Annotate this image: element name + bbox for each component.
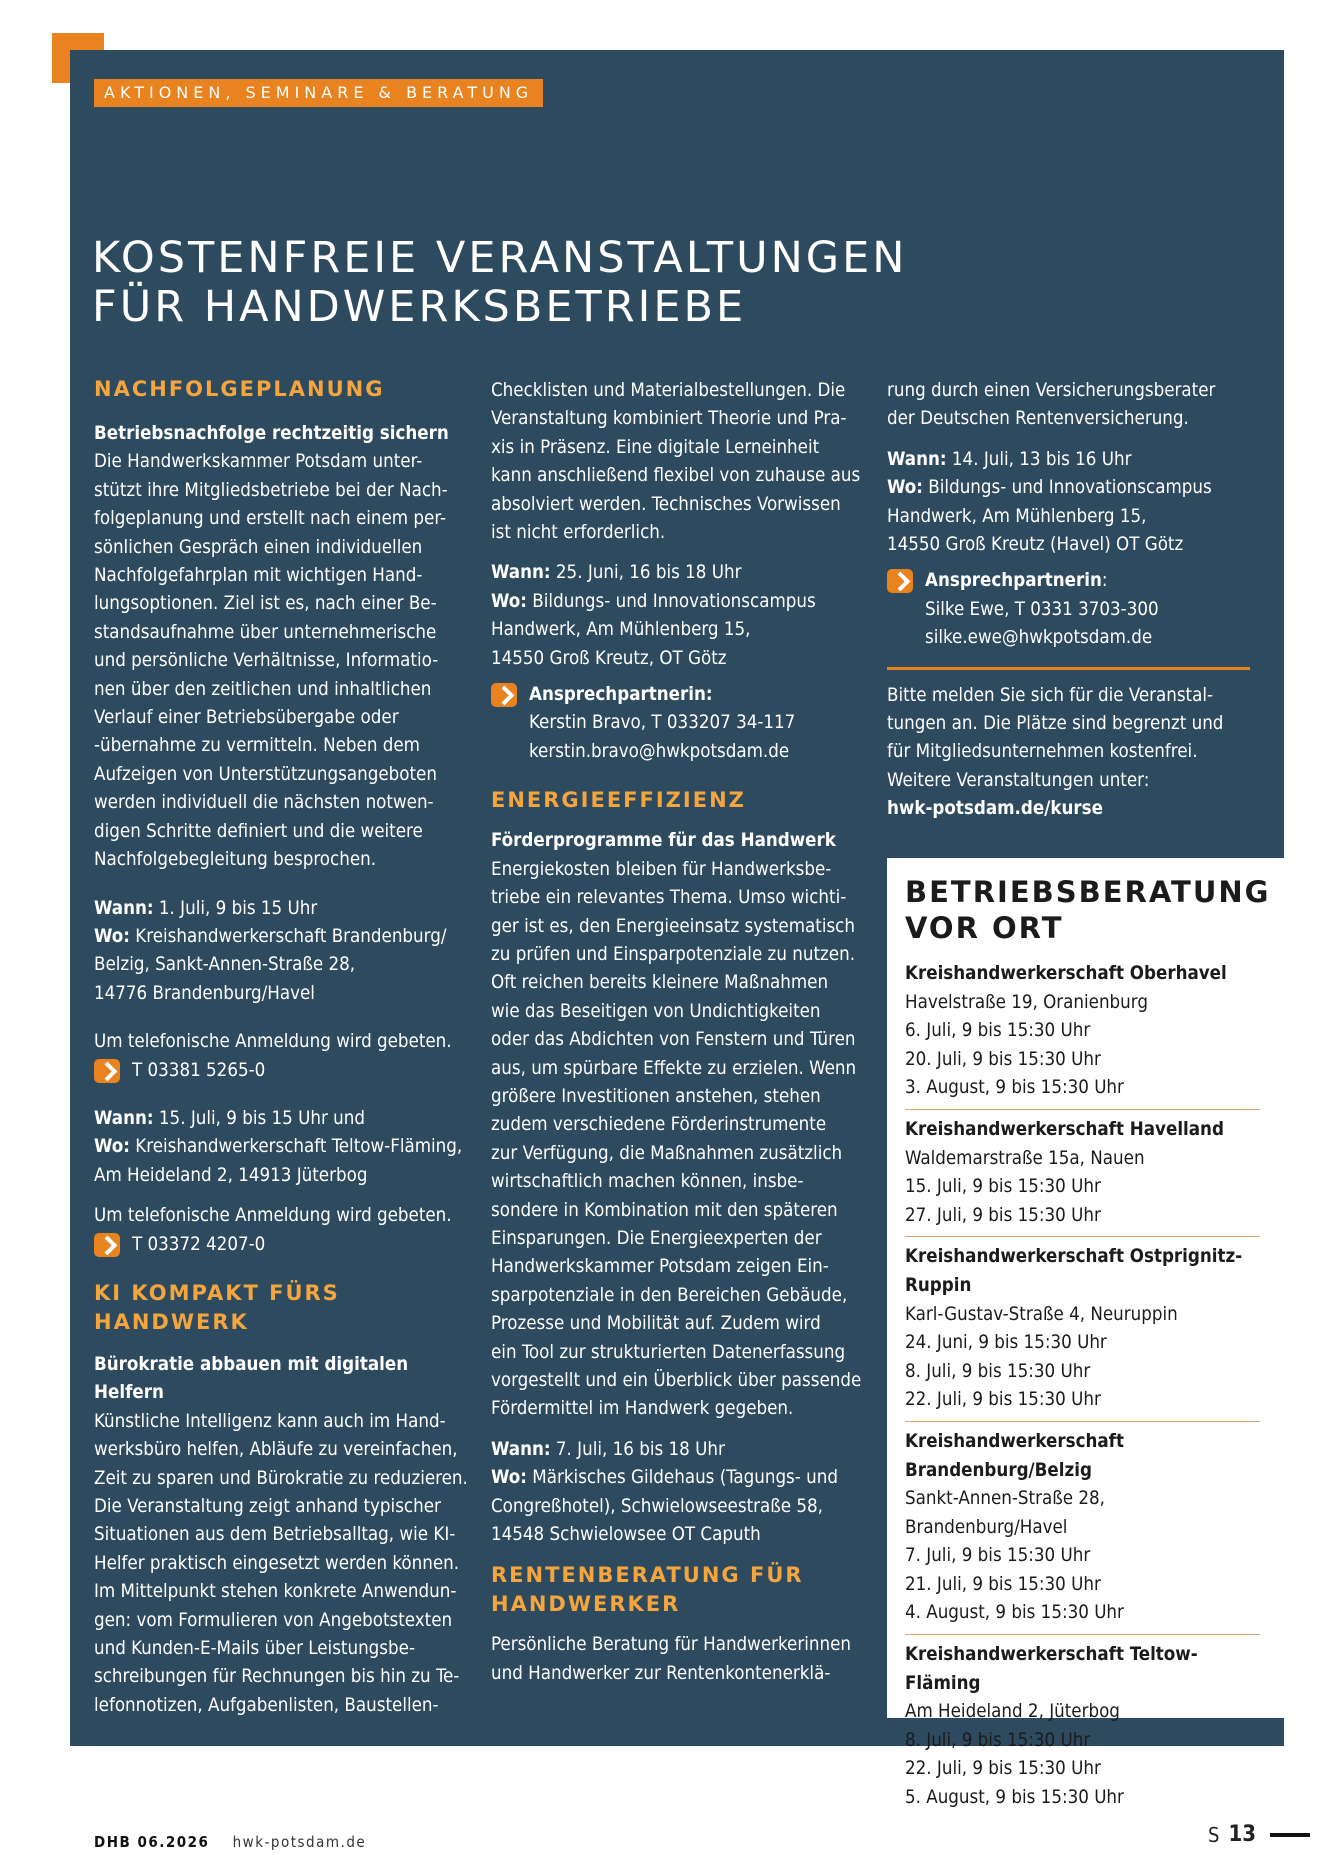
rente-heading [491, 1561, 871, 1619]
entry-name: Kreishandwerkerschaft Brandenburg/Belzig [905, 1430, 1124, 1481]
entry-date: 3. August, 9 bis 15:30 Uhr [905, 1077, 1124, 1099]
rente-wo [887, 474, 1272, 559]
contact-colon: : [1101, 570, 1108, 592]
event2-wann [94, 1105, 474, 1133]
text-line: zur Verfügung, die Maßnahmen zusätzlich [491, 1142, 843, 1164]
text-line: Nachfolgebegleitung besprochen. [94, 849, 377, 871]
ki-wo [491, 588, 871, 673]
nachfolge-body [94, 448, 474, 874]
ki-contact-text [529, 681, 871, 766]
text-line: digen Schritte definiert und die weitere [94, 820, 423, 842]
entry-date: 20. Juli, 9 bis 15:30 Uhr [905, 1048, 1101, 1070]
text-line: Situationen aus dem Betriebsalltag, wie KI- [94, 1524, 456, 1546]
arrow-icon [94, 1059, 120, 1083]
entry-date: 22. Juli, 9 bis 15:30 Uhr [905, 1389, 1101, 1411]
entry-date: 6. Juli, 9 bis 15:30 Uhr [905, 1020, 1091, 1042]
text-line: kann anschließend flexibel von zuhause aus [491, 465, 861, 487]
text-line: xis in Präsenz. Eine digitale Lerneinheit [491, 436, 820, 458]
entry-date: 24. Juni, 9 bis 15:30 Uhr [905, 1332, 1107, 1354]
text-line: 14550 Groß Kreutz, OT Götz [491, 647, 727, 669]
event2-date: 15. Juli, 9 bis 15 Uhr und [153, 1107, 365, 1129]
text-line: Veranstaltung kombiniert Theorie und Pra- [491, 408, 847, 430]
text-line: Künstliche Intelligenz kann auch im Hand- [94, 1410, 446, 1432]
nachfolge-heading: NACHFOLGEPLANUNG [94, 377, 385, 401]
event2-phone-line [94, 1231, 474, 1259]
text-line: absolviert werden. Technisches Vorwissen [491, 493, 841, 515]
text-line: werksbüro helfen, Abläufe zu vereinfachen, [94, 1439, 458, 1461]
box-entry-havelland [905, 1110, 1260, 1237]
text-line: Handwerk, Am Mühlenberg 15, [491, 619, 751, 641]
text-line: Fördermittel im Handwerk gegeben. [491, 1398, 794, 1420]
ki-wann [491, 559, 871, 587]
text-line: Märkisches Gildehaus (Tagungs- und [526, 1467, 838, 1489]
text-line: triebe ein relevantes Thema. Umso wichti- [491, 887, 847, 909]
text-line: größere Investitionen anstehen, stehen [491, 1085, 821, 1107]
rente-wann [887, 446, 1272, 474]
wo-label: Wo: [94, 925, 130, 947]
contact-label: Ansprechpartnerin: [529, 684, 713, 706]
text-line: Verlauf einer Betriebsübergabe oder [94, 707, 399, 729]
event1-date: 1. Juli, 9 bis 15 Uhr [153, 897, 318, 919]
text-line: folgeplanung und erstellt nach einem per- [94, 508, 447, 530]
text-line: standsaufnahme über unternehmerische [94, 621, 437, 643]
page-headline [92, 234, 1242, 332]
energie-heading: ENERGIEEFFIZIENZ [491, 788, 746, 813]
text-line: werden individuell die nächsten notwen- [94, 792, 434, 814]
text-line: Kreishandwerkerschaft Brandenburg/ [129, 925, 447, 947]
orange-divider [887, 667, 1250, 670]
text-line: Bildungs- und Innovationscampus [526, 590, 816, 612]
contact-email[interactable]: kerstin.bravo@hwkpotsdam.de [529, 740, 790, 762]
box-entry-brandenburg-belzig [905, 1422, 1260, 1635]
page-number-block [1208, 1822, 1310, 1847]
text-line: wie das Beseitigen von Undichtigkeiten [491, 1000, 821, 1022]
text-line: sondere in Kombination mit den späteren [491, 1199, 838, 1221]
ki-contact [491, 681, 871, 766]
entry-name: Kreishandwerkerschaft Ostprignitz-Ruppin [905, 1246, 1243, 1296]
entry-name: Kreishandwerkerschaft Teltow-Fläming [905, 1644, 1198, 1694]
text-line: Einsparungen. Die Energieexperten der [491, 1227, 822, 1249]
event1-wann [94, 895, 474, 923]
entry-date: 22. Juli, 9 bis 15:30 Uhr [905, 1758, 1101, 1780]
headline-line-2: FÜR HANDWERKSBETRIEBE [92, 282, 747, 332]
box-entry-oberhavel [905, 954, 1260, 1110]
notice [887, 682, 1272, 824]
rente-date: 14. Juli, 13 bis 16 Uhr [946, 448, 1132, 470]
footer-bar [1270, 1833, 1310, 1837]
arrow-icon [491, 683, 517, 707]
contact-phone[interactable]: Kerstin Bravo, T 033207 34-117 [529, 712, 796, 734]
heading-line: VOR ORT [905, 911, 1064, 945]
section-tag: AKTIONEN, SEMINARE & BERATUNG [94, 79, 543, 107]
text-line: lungsoptionen. Ziel ist es, nach einer Be- [94, 593, 437, 615]
text-line: Im Mittelpunkt stehen konkrete Anwendun- [94, 1581, 457, 1603]
text-line: sönlichen Gespräch einen individuellen [94, 536, 423, 558]
text-line: der Deutschen Rentenversicherung. [887, 408, 1189, 430]
event1-note: Um telefonische Anmeldung wird gebeten. [94, 1031, 452, 1053]
text-line: Kreishandwerkerschaft Teltow-Fläming, [129, 1136, 463, 1158]
contact-email[interactable]: silke.ewe@hwkpotsdam.de [925, 627, 1153, 649]
text-line: Handwerk, Am Mühlenberg 15, [887, 505, 1147, 527]
text-line: zudem verschiedene Förderinstrumente [491, 1114, 827, 1136]
wo-label: Wo: [491, 1467, 527, 1489]
rente-body [491, 1631, 871, 1688]
text-line: Handwerkskammer Potsdam zeigen Ein- [491, 1256, 829, 1278]
text-line: Bildungs- und Innovationscampus [922, 477, 1212, 499]
column-1 [94, 375, 474, 1720]
entry-date: 5. August, 9 bis 15:30 Uhr [905, 1787, 1124, 1809]
wann-label: Wann: [491, 1438, 551, 1460]
text-line: gen: vom Formulieren von Angebotstexten [94, 1609, 453, 1631]
text-line: Helfer praktisch eingesetzt werden können. [94, 1552, 460, 1574]
event1-phone-line [94, 1057, 474, 1085]
text-line: Bitte melden Sie sich für die Veranstal- [887, 684, 1214, 706]
text-line: Persönliche Beratung für Handwerkerinnen [491, 1634, 851, 1656]
heading-line: KI KOMPAKT FÜRS [94, 1280, 340, 1305]
page-number: 13 [1228, 1822, 1256, 1847]
text-line: Nachfolgefahrplan mit wichtigen Hand- [94, 565, 423, 587]
entry-address: Sankt-Annen-Straße 28, Brandenburg/Havel [905, 1488, 1105, 1538]
text-line: Checklisten und Materialbestellungen. Die [491, 380, 846, 401]
entry-date: 8. Juli, 9 bis 15:30 Uhr [905, 1360, 1091, 1382]
energie-subhead: Förderprogramme für das Handwerk [491, 830, 836, 852]
entry-date: 21. Juli, 9 bis 15:30 Uhr [905, 1573, 1101, 1595]
text-line: Energiekosten bleiben für Handwerksbe- [491, 858, 832, 880]
text-line: für Mitgliedsunternehmen kostenfrei. [887, 741, 1198, 763]
ki-subhead: Bürokratie abbauen mit digitalen Helfern [94, 1353, 409, 1404]
heading-line: RENTENBERATUNG FÜR [491, 1563, 804, 1588]
column-3 [887, 377, 1272, 824]
contact-phone[interactable]: Silke Ewe, T 0331 3703-300 [925, 598, 1159, 620]
nachfolge-subhead: Betriebsnachfolge rechtzeitig sichern [94, 423, 449, 444]
text-line: tungen an. Die Plätze sind begrenzt und [887, 713, 1224, 735]
text-line: wirtschaftlich machen können, insbe- [491, 1171, 804, 1193]
energie-date: 7. Juli, 16 bis 18 Uhr [550, 1438, 725, 1460]
event2-wo [94, 1133, 474, 1190]
text-line: rung durch einen Versicherungsberater [887, 380, 1216, 401]
courses-link[interactable]: hwk-potsdam.de/kurse [887, 798, 1103, 820]
ki-body [94, 1408, 474, 1720]
entry-date: 4. August, 9 bis 15:30 Uhr [905, 1602, 1124, 1624]
ki-body-continued [491, 377, 871, 547]
wo-label: Wo: [491, 590, 527, 612]
arrow-icon [887, 569, 913, 593]
rente-body-continued [887, 377, 1272, 434]
text-line: Die Handwerkskammer Potsdam unter- [94, 451, 423, 473]
magazine-issue: DHB 06.2026 [94, 1833, 210, 1851]
heading-line: BETRIEBSBERATUNG [905, 875, 1271, 909]
text-line: Oft reichen bereits kleinere Maßnahmen [491, 972, 829, 994]
wann-label: Wann: [94, 897, 154, 919]
wo-label: Wo: [887, 477, 923, 499]
box-entry-ostprignitz-ruppin [905, 1237, 1260, 1422]
text-line: sparpotenziale in den Bereichen Gebäude, [491, 1284, 848, 1306]
text-line: ist nicht erforderlich. [491, 522, 666, 544]
footer-left [94, 1833, 366, 1851]
text-line: 14548 Schwielowsee OT Caputh [491, 1524, 761, 1546]
event2-note: Um telefonische Anmeldung wird gebeten. [94, 1205, 452, 1227]
text-line: und Kunden-E-Mails über Leistungsbe- [94, 1638, 415, 1660]
text-line: ger ist es, den Energieeinsatz systematisch [491, 915, 855, 937]
heading-line: HANDWERKER [491, 1592, 681, 1617]
text-line: schreibungen für Rechnungen bis hin zu Te- [94, 1666, 460, 1688]
box-entry-teltow-flaeming [905, 1635, 1260, 1819]
text-line: -übernahme zu vermitteln. Neben dem [94, 735, 420, 757]
text-line: aus, um spürbare Effekte zu erzielen. Wenn [491, 1057, 857, 1079]
text-line: Zeit zu sparen und Bürokratie zu reduzieren. [94, 1467, 468, 1489]
wann-label: Wann: [491, 562, 551, 584]
text-line: vorgestellt und ein Überblick über passende [491, 1370, 862, 1391]
text-line: und Handwerker zur Rentenkontenerklä- [491, 1662, 831, 1684]
text-line: Weitere Veranstaltungen unter: [887, 769, 1150, 791]
text-line: 14550 Groß Kreutz (Havel) OT Götz [887, 534, 1184, 556]
entry-address: Havelstraße 19, Oranienburg [905, 991, 1148, 1013]
text-line: zu prüfen und Einsparpotenziale zu nutzen. [491, 943, 856, 965]
energie-wo [491, 1464, 871, 1549]
headline-line-1: KOSTENFREIE VERANSTALTUNGEN [92, 233, 908, 283]
wann-label: Wann: [887, 448, 947, 470]
text-line: Die Veranstaltung zeigt anhand typischer [94, 1496, 441, 1517]
entry-name: Kreishandwerkerschaft Havelland [905, 1118, 1224, 1140]
entry-name: Kreishandwerkerschaft Oberhavel [905, 963, 1227, 984]
footer-site[interactable]: hwk-potsdam.de [232, 1833, 367, 1851]
entry-date: 15. Juli, 9 bis 15:30 Uhr [905, 1176, 1101, 1198]
energie-wann [491, 1436, 871, 1464]
entry-address: Karl-Gustav-Straße 4, Neuruppin [905, 1303, 1178, 1325]
entry-date: 27. Juli, 9 bis 15:30 Uhr [905, 1204, 1101, 1226]
text-line: Aufzeigen von Unterstützungsangeboten [94, 763, 437, 785]
text-line: Belzig, Sankt-Annen-Straße 28, [94, 954, 356, 976]
ki-date: 25. Juni, 16 bis 18 Uhr [550, 562, 742, 584]
text-line: oder das Abdichten von Fenstern und Türen [491, 1029, 856, 1051]
event2-phone[interactable]: T 03372 4207-0 [132, 1233, 266, 1255]
event1-wo [94, 923, 474, 1008]
text-line: 14776 Brandenburg/Havel [94, 982, 315, 1004]
wo-label: Wo: [94, 1136, 130, 1158]
text-line: und persönliche Verhältnisse, Informatio- [94, 650, 439, 672]
entry-address: Am Heideland 2, Jüterbog [905, 1701, 1120, 1723]
text-line: stützt ihre Mitgliedsbetriebe bei der Nach- [94, 479, 448, 501]
text-line: ein Tool zur strukturierten Datenerfassung [491, 1341, 846, 1363]
page-prefix: S [1208, 1822, 1221, 1847]
box-title [905, 874, 1274, 946]
entry-date: 8. Juli, 9 bis 15:30 Uhr [905, 1729, 1091, 1751]
contact-label: Ansprechpartnerin [925, 570, 1102, 592]
rente-contact-text [925, 567, 1272, 652]
entry-address: Waldemarstraße 15a, Nauen [905, 1147, 1145, 1169]
arrow-icon [94, 1233, 120, 1257]
heading-line: HANDWERK [94, 1309, 249, 1334]
wann-label: Wann: [94, 1107, 154, 1129]
text-line: Congreßhotel), Schwielowseestraße 58, [491, 1495, 823, 1517]
event1-phone[interactable]: T 03381 5265-0 [132, 1059, 266, 1081]
text-line: Prozesse und Mobilität auf. Zudem wird [491, 1313, 821, 1335]
column-2 [491, 377, 871, 1688]
beratung-box [887, 858, 1284, 1809]
text-line: lefonnotizen, Aufgabenlisten, Baustellen- [94, 1694, 439, 1716]
ki-heading [94, 1279, 474, 1337]
text-line: Am Heideland 2, 14913 Jüterbog [94, 1164, 368, 1186]
energie-body [491, 856, 871, 1424]
text-line: nen über den zeitlichen und inhaltlichen [94, 678, 432, 700]
rente-contact [887, 567, 1272, 652]
entry-date: 7. Juli, 9 bis 15:30 Uhr [905, 1545, 1091, 1567]
